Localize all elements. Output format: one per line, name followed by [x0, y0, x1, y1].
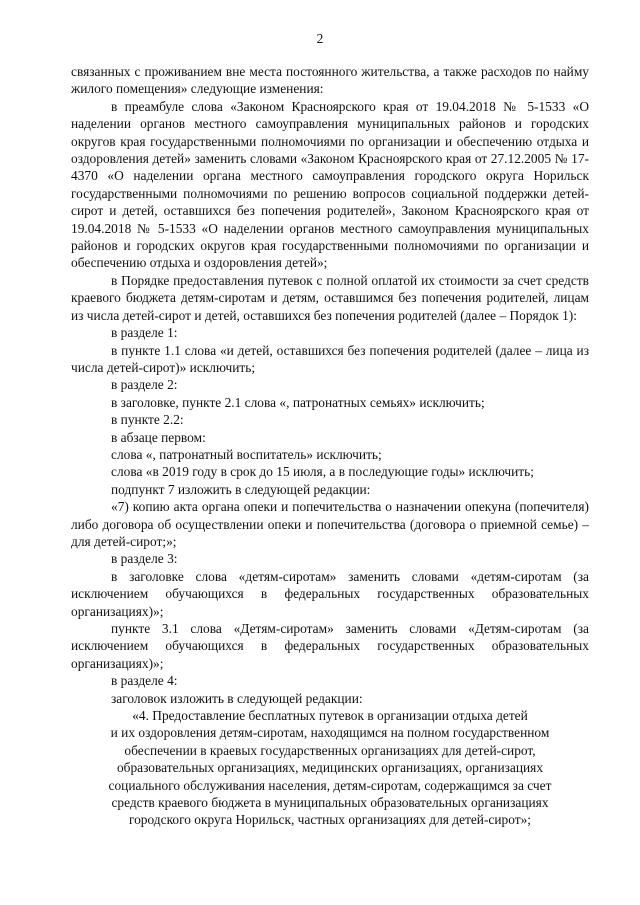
paragraph: в Порядке предоставления путевок с полной оплатой их стоимости за счет средств краевого бюджета детям-сиротам и детям, оставшимся без попечения родителей, лицам из числа детей-сирот и детей, оставшихся без попечения родителей (далее – Порядок 1): — [71, 272, 589, 323]
document-body — [71, 63, 589, 829]
page-number: 2 — [316, 31, 324, 46]
paragraph: в разделе 3: — [111, 551, 178, 567]
heading-line: «4. Предоставление бесплатных путевок в организации отдыха детей — [132, 708, 528, 724]
paragraph: в заголовке, пункте 2.1 слова «, патронатных семьях» исключить; — [111, 394, 485, 410]
paragraph: «7) копию акта органа опеки и попечительства о назначении опекуна (попечителя) либо договора об осуществлении опеки и попечительства (договора о приемной семье) – для детей-сирот;»; — [71, 499, 589, 549]
heading-line: средств краевого бюджета в муниципальных образовательных организациях — [111, 795, 549, 811]
paragraph: слова «в 2019 году в срок до 15 июля, а в последующие годы» исключить; — [111, 464, 534, 480]
paragraph: в пункте 1.1 слова «и детей, оставшихся без попечения родителей (далее – лица из числа детей-сирот)» исключить; — [71, 342, 589, 375]
paragraph: пункте 3.1 слова «Детям-сиротам» заменить словами «Детям-сиротам (за исключением обучающихся в федеральных государственных образовательных организациях)»; — [71, 621, 589, 671]
heading-line: и их оздоровления детям-сиротам, находящимся на полном государственном — [110, 725, 550, 741]
paragraph: слова «, патронатный воспитатель» исключить; — [111, 446, 382, 462]
heading-line: городского округа Норильск, частных организациях для детей-сирот»; — [128, 812, 532, 828]
paragraph: в разделе 1: — [111, 325, 178, 341]
paragraph: в разделе 4: — [111, 673, 178, 689]
paragraph: в разделе 2: — [111, 377, 178, 393]
paragraph: в заголовке слова «детям-сиротам» заменить словами «детям-сиротам (за исключением обучающихся в федеральных государственных образовательных организациях)»; — [71, 568, 589, 619]
heading-line: социального обслуживания населения, детям-сиротам, содержащимся за счет — [108, 777, 552, 793]
paragraph: подпункт 7 изложить в следующей редакции: — [111, 481, 371, 497]
paragraph: в пункте 2.2: — [111, 412, 184, 428]
heading-line: обеспечении в краевых государственных организациях для детей-сирот, — [124, 742, 536, 758]
paragraph: в преамбуле слова «Законом Красноярского края от 19.04.2018 № 5-1533 «О наделении органов местного самоуправления муниципальных районов и городских округов края государственными полномочиями по организации и обеспечению отдыха и оздоровления детей» заменить словами «Законом Красноярского края от 27.12.2005 № 17-4370 «О наделении органа местного самоуправления городского округа Норильск государственными полномочиями по решению вопросов социальной поддержки детей-сирот и детей, оставшихся без попечения родителей», Законом Красноярского края от 19.04.2018 № 5-1533 «О наделении органов местного самоуправления муниципальных районов и городских округов края государственными полномочиями по организации и обеспечению отдыха и оздоровления детей»; — [71, 98, 589, 271]
section-heading-quote — [71, 707, 589, 829]
paragraph: заголовок изложить в следующей редакции: — [111, 690, 363, 706]
heading-line: образовательных организациях, медицинских организациях, организациях — [116, 760, 544, 776]
paragraph: связанных с проживанием вне места постоянного жительства, а также расходов по найму жилого помещения» следующие изменения: — [71, 64, 589, 97]
paragraph: в абзаце первом: — [111, 429, 206, 445]
